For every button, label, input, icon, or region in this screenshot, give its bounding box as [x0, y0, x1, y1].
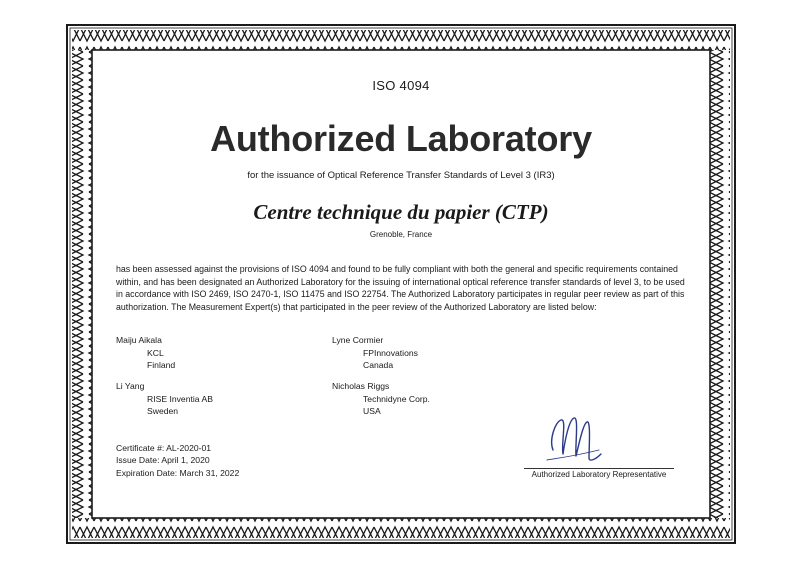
- expert-name: Maiju Aikala: [116, 335, 162, 345]
- expert-name: Li Yang: [116, 381, 145, 391]
- expert-entry: [332, 380, 430, 418]
- certificate-subtitle: for the issuance of Optical Reference Transfer Standards of Level 3 (IR3): [247, 170, 555, 181]
- expert-name: Lyne Cormier: [332, 335, 384, 345]
- expert-entry: [332, 334, 418, 372]
- organization-name: Centre technique du papier (CTP): [253, 200, 549, 224]
- signature-line: [524, 468, 674, 469]
- expert-entry: [116, 380, 213, 418]
- expert-name: Nicholas Riggs: [332, 381, 390, 391]
- representative-label: Authorized Laboratory Representative: [531, 470, 667, 479]
- expiration-date: Expiration Date: March 31, 2022: [116, 467, 240, 478]
- certificate-body-text: has been assessed against the provisions of ISO 4094 and found to be fully compliant with both the general and specific requirements contained within, and has been designated an Authorized Laboratory for the issuing of international optical reference transfer standards of level 3, to be used in accordance with ISO 2469, ISO 2470-1, ISO 11475 and ISO 22754. The Authorized Laboratory participates in regular peer review as part of this authorization. The Measurement Expert(s) that participated in the peer review of the Authorized Laboratory are listed below:: [116, 264, 685, 312]
- certificate-number: Certificate #: AL-2020-01: [116, 443, 212, 453]
- expert-country: USA: [363, 406, 381, 417]
- certificate-content: [92, 50, 710, 518]
- expert-country: Finland: [147, 360, 176, 371]
- expert-entry: [116, 334, 175, 372]
- issue-date: Issue Date: April 1, 2020: [116, 455, 210, 466]
- expert-organization: KCL: [147, 347, 164, 358]
- expert-organization: RISE Inventia AB: [147, 393, 213, 404]
- organization-location: Grenoble, France: [369, 230, 433, 239]
- expert-country: Canada: [363, 360, 394, 371]
- signature-mark: [539, 410, 609, 468]
- expert-organization: Technidyne Corp.: [363, 393, 430, 404]
- certificate-title: Authorized Laboratory: [210, 118, 592, 159]
- standard-number: ISO 4094: [372, 78, 430, 93]
- expert-organization: FPInnovations: [363, 347, 418, 358]
- expert-country: Sweden: [147, 406, 179, 417]
- certificate-meta: [116, 442, 239, 479]
